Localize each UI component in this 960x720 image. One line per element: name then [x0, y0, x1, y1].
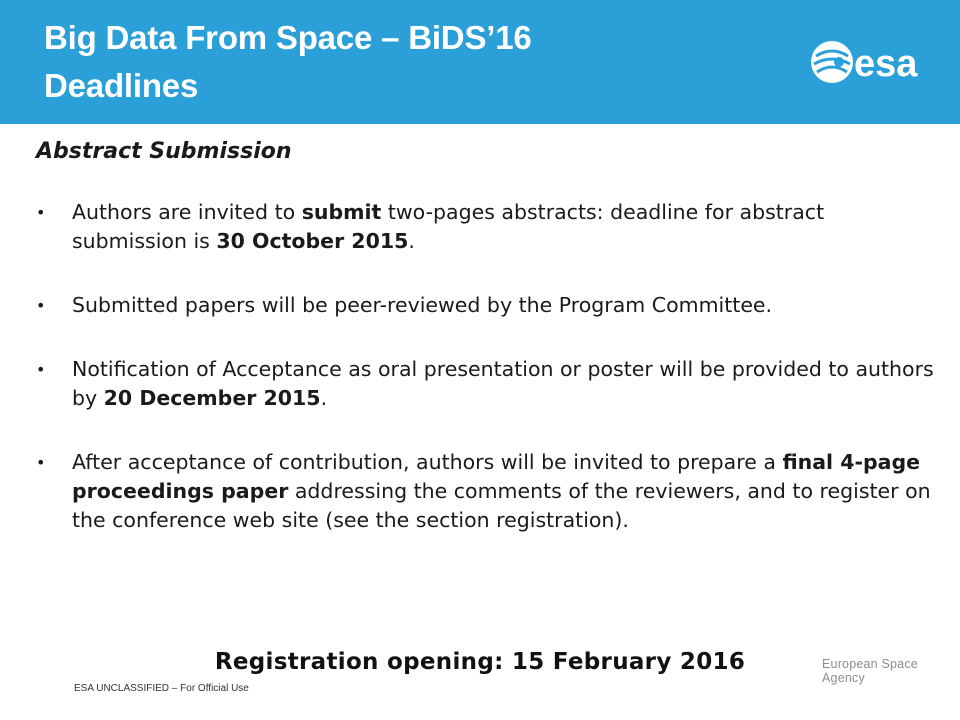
- bullet-item: [36, 198, 936, 256]
- esa-logo-text: esa: [854, 43, 918, 85]
- bullet-text: .: [320, 386, 328, 410]
- bullet-text: After acceptance of contribution, authors will be invited to prepare a: [72, 450, 783, 474]
- bullet-emphasis: submit: [301, 200, 382, 224]
- bullet-text: .: [408, 229, 415, 253]
- title-line-2: Deadlines: [44, 67, 199, 104]
- bullet-text: Submitted papers will be peer-reviewed by the Program Committee.: [72, 293, 773, 317]
- bullet-icon: •: [36, 453, 46, 472]
- bullet-icon: •: [36, 360, 46, 379]
- bullet-emphasis: 30 October 2015: [216, 229, 409, 253]
- bullet-text: two-pages abstracts: deadline for abstract submission is: [72, 200, 825, 253]
- bullet-text: Authors are invited to: [72, 200, 302, 224]
- bullet-item: [36, 291, 936, 320]
- registration-notice: Registration opening: 15 February 2016: [214, 649, 746, 675]
- title-line-1: Big Data From Space – BiDS’16: [44, 19, 532, 56]
- section-heading: Abstract Submission: [36, 139, 292, 164]
- bullet-icon: •: [36, 296, 46, 315]
- slide-title: [44, 14, 532, 110]
- bullet-emphasis: final 4-page proceedings paper: [72, 450, 921, 503]
- bullet-item: [36, 355, 936, 413]
- bullet-icon: •: [36, 203, 46, 222]
- bullet-item: [36, 448, 936, 535]
- bullet-text: Notification of Acceptance as oral presentation or poster will be provided to authors by: [72, 357, 934, 410]
- agency-name: European Space Agency: [822, 657, 918, 685]
- bullet-emphasis: 20 December 2015: [103, 386, 321, 410]
- header-banner: [0, 0, 960, 124]
- esa-logo-icon: [810, 38, 940, 86]
- esa-logo: [810, 38, 940, 86]
- bullet-text: addressing the comments of the reviewers, and to register on the conference web site (see the section registration).: [72, 479, 931, 532]
- classification-label: ESA UNCLASSIFIED – For Official Use: [74, 683, 249, 694]
- bullet-list: [36, 198, 936, 570]
